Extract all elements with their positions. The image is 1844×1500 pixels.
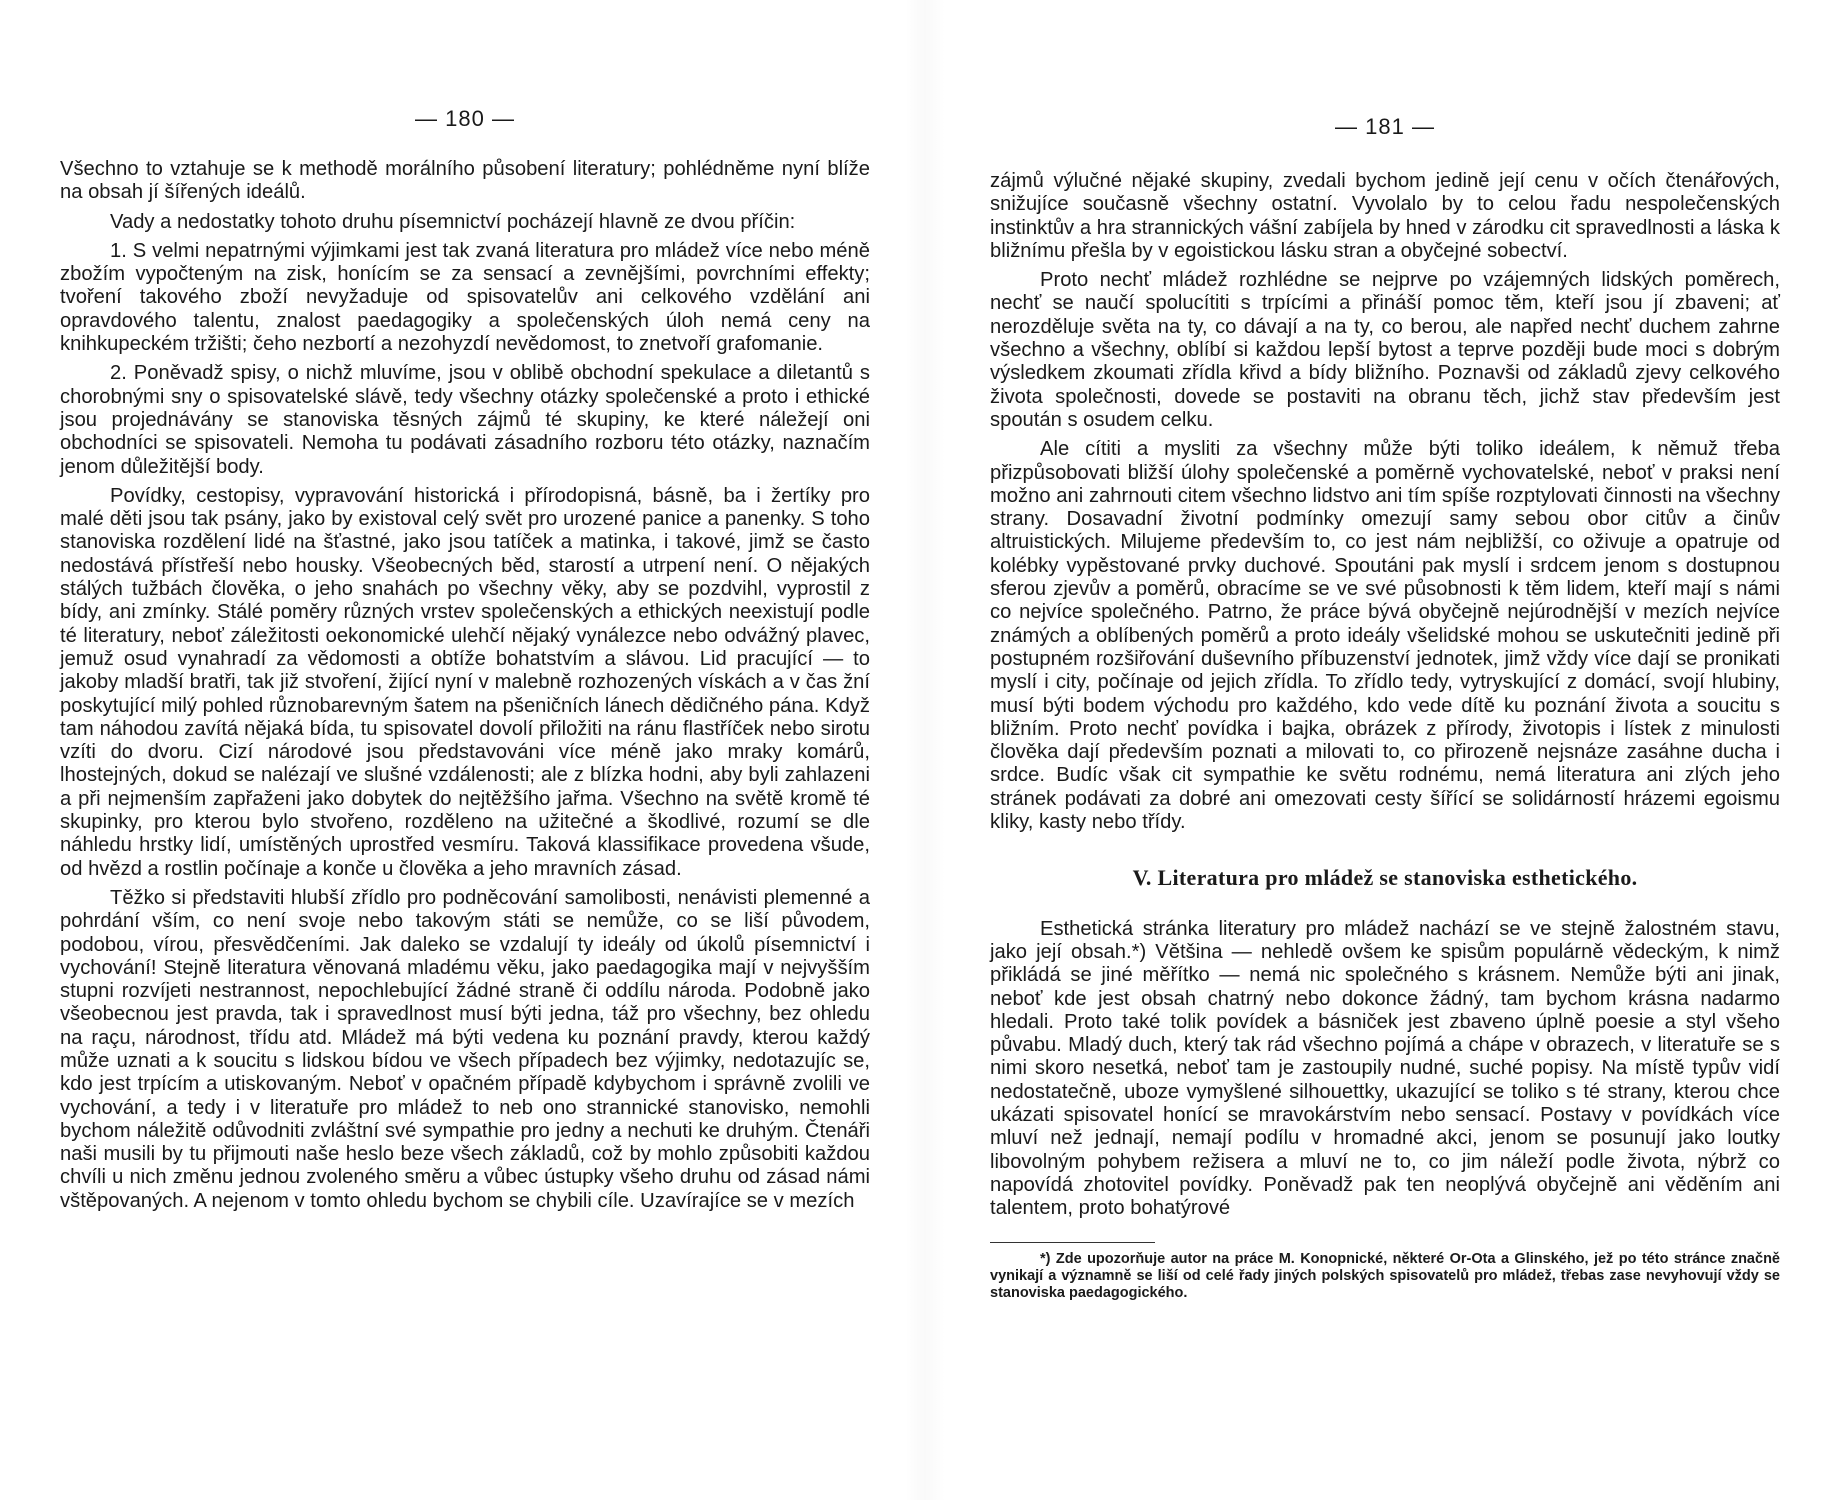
paragraph: Těžko si představiti hlubší zřídlo pro podněcování samolibosti, nenávisti plemenné a pohrdání vším, co není svoje nebo takovým státi se nemůže, co se liší původem, podobou, vírou, přesvědčeními. Jak daleko se vzdalují ty ideály od úkolů písemnictví i vychování! Stejně literatura věnovaná mladému věku, jako paedagogika mají v nejvyšším stupni rozvíjeti nestrannost, nepochlebující žádné straně či oddílu národa. Podobně jako všeobecnou jest pravda, tak i spravedlnost musí býti jedna, táž pro všechny, bez ohledu na raçu, národnost, třídu atd. Mládež má býti vedena ku poznání pravdy, kterou každý může uznati a k soucitu s lidskou bídou ve všech případech bez výjimky, nedotazujíc se, kdo jest trpícím a utiskovaným. Neboť v opačném případě kdybychom i správně zvolili ve vychování, a tedy i v literatuře pro mládež to neb ono strannické stanovisko, nemohli bychom náležitě odůvodniti zvláštní své sympathie pro jedny a nechuti ke druhým. Čtenáři naši musili by tu přijmouti naše heslo beze všech základů, což by mohlo způsobiti každou chvíli u nich změnu jednou zvoleného směru a vůbec ústupky všeho druhu od zásad námi vštěpovaných. A nejenom v tomto ohledu bychom se chybili cíle. Uzavírajíce se v mezích: [60, 886, 870, 1212]
paragraph: Ale cítiti a mysliti za všechny může býti toliko ideálem, k němuž třeba přizpůsobovati bližší úlohy společenské a poměrně vychovatelské, neboť v praksi není možno ani zahrnouti citem všechno lidstvo ani tím spíše rozptylovati činnosti na všechny strany. Dosavadní životní podmínky omezují samy sebou obor citův a činův altruistických. Milujeme především to, co jest nám nejbližší, co oživuje a opatruje od kolébky vypěstované prvky duchové. Spoutáni pak myslí i srdcem jenom s dostupnou sferou zjevův a poměrů, obracíme se ve své působnosti k těm lidem, kteří mají s námi co nejvíce společného. Patrno, že práce bývá obyčejně nejúrodnější v mezích nejvíce známých a oblíbených poměrů a proto ideály všelidské mohou se uskutečniti jedině při postupném rozšiřování duševního příbuzenství jednotek, jimž vždy více dají se pronikati myslí i city, počínaje od jejich zřídla. To zřídlo tedy, vytryskující z domácí, svojí hlubiny, musí býti bodem východu pro každého, kdo vede dítě ku poznání života a soucitu s bližním. Proto nechť povídka i bajka, obrázek z přírody, životopis i lístek z minulosti člověka dají především poznati a milovati to, co přirozeně nejsnáze zasáhne ducha i srdce. Budíc však cit sympathie ke světu rodnému, nemá literatura ani zlých jeho stránek podávati za dobré ani omezovati cesty šířící se solidárností hrázemi egoismu kliky, kasty nebo třídy.: [990, 438, 1780, 834]
left-page: [60, 0, 870, 1500]
page-number: — 180 —: [415, 106, 515, 131]
chapter-heading: V. Literatura pro mládež se stanoviska esthetického.: [1132, 865, 1638, 891]
list-item-paragraph: 2. Poněvadž spisy, o nichž mluvíme, jsou v oblibě obchodní spekulace a diletantů s chorobnými sny o spisovatelské slávě, tedy všechny otázky společenské a proto i ethické jsou projednávány se stanoviska těsných zájmů té skupiny, ke které náležejí oni obchodníci se spisovateli. Nemoha tu podávati zásadního rozboru této otázky, naznačím jenom důležitější body.: [60, 362, 870, 478]
paragraph: zájmů výlučné nějaké skupiny, zvedali bychom jedině její cenu v očích čtenářových, snižujíce současně všechny ostatní. Vyvolalo by to celou řadu nespolečenských instinktův a hra strannických vášní zabíjela by hned v zárodku cit spravedlnosti a láska k bližnímu přešla by v egoistickou lásku stran a obyčejné sobectví.: [990, 170, 1780, 262]
page-text: [990, 170, 1780, 1308]
paragraph: Povídky, cestopisy, vypravování historická i přírodopisná, básně, ba i žertíky pro malé děti jsou tak psány, jako by existoval celý svět pro urozené panice a panenky. S toho stanoviska rozdělení lidé na šťastné, jako jsou tatíček a matinka, i takové, jimž se často nedostává přístřeší nebo housky. Všeobecných běd, starostí a utrpení není. O nějakých stálých tužbách člověka, o jeho snahách po všechny věky, aby se pozdvihl, vyprostil z bídy, ani zmínky. Stálé poměry různých vrstev společenských a ethických neexistují podle té literatury, neboť záležitosti oekonomické ulehčí nějaký vynálezce nebo odvážný plavec, jemuž osud vynahradí za vědomosti a obtíže bohatstvím a slávou. Lid pracující — to jakoby mladší bratři, tak již stvoření, žijící nyní v malebně rozhozených vískách a v čas žní poskytující milý pohled různobarevným šatem na pšeničních lánech dědičného pána. Když tam náhodou zavítá nějaká bída, tu spisovatel dovolí přiložiti na ránu flastříček nebo sirotu vzíti do dvoru. Cizí národové jsou představováni více méně jako mraky komárů, lhostejných, dokud se nalézají ve slušné vzdálenosti; ale z blízka hodni, aby byli zahlazeni a při nejmenším zapřaženi jako dobytek do nejtěžšího jařma. Všechno na světě kromě té skupinky, pro kterou bylo stvořeno, rozděleno na užitečné a škodlivé, rozumí se dle náhledu hrstky lidí, umístěných uprostřed vesmíru. Taková klassifikace provedena všude, od hvězd a rostlin počínaje a konče u člověka a jeho mravních zásad.: [60, 484, 870, 880]
footnote-divider: [990, 1242, 1155, 1243]
footnote: *) Zde upozorňuje autor na práce M. Konopnické, některé Or-Ota a Glinského, jež po této stránce značně vynikají a významně se liší od celé řady jiných polských spisovatelů pro mládež, třebas zase nevyhovují vždy se stanoviska paedagogického.: [990, 1251, 1780, 1302]
page-text: [60, 158, 870, 1219]
right-page: [990, 0, 1780, 1500]
list-item-paragraph: 1. S velmi nepatrnými výjimkami jest tak zvaná literatura pro mládež více nebo méně zbožím vypočteným na zisk, honícím se za sensací a zevnějšími, povrchními effekty; tvoření takového zboží nevyžaduje od spisovatelův ani celkového vzdělání ani opravdového talentu, znalost paedagogiky a společenských úloh nemá ceny na knihkupeckém tržišti; čeho nezbortí a nezohyzdí nevědomost, to znetvoří grafomanie.: [60, 239, 870, 356]
paragraph: Esthetická stránka literatury pro mládež nachází se ve stejně žalostném stavu, jako její obsah.*) Většina — nehledě ovšem ke spisům populárně vědeckým, k nimž přikládá se jiné měřítko — nemá nic společného s krásnem. Nemůže býti ani jinak, neboť kde jest obsah chatrný nebo dokonce žádný, tam bychom krásna nadarmo hledali. Proto také tolik povídek a básniček jest zbaveno úplně poesie a styl všeho půvabu. Mladý duch, který tak rád všechno pojímá a chápe v obrazech, v literatuře se s nimi skoro nesetká, neboť tam je zastoupily nudné, suché popisy. Na místě typův vidí nedostatečně, uboze vymyšlené silhouettky, ukazující se toliko s té strany, kterou chce ukázati spisovatel honící se mravokárstvím nebo sensací. Postavy v povídkách více mluví než jednají, nemají podílu v hromadné akci, jenom se posunují jako loutky libovolným pohybem režisera a mluví ne to, co jim náleží podle života, nýbrž co napovídá zhotovitel povídky. Poněvadž pak ten neoplývá obyčejně ani věděním ani talentem, proto bohatýrové: [990, 917, 1780, 1220]
paragraph: Vady a nedostatky tohoto druhu písemnictví pocházejí hlavně ze dvou příčin:: [110, 210, 796, 233]
page-number: — 181 —: [1335, 114, 1435, 139]
paragraph: Proto nechť mládež rozhlédne se nejprve po vzájemných lidských poměrech, nechť se naučí spolucítiti s trpícími a přináší pomoc těm, kteří jsou jí zbaveni; ať nerozděluje světa na ty, co dávají a na ty, co berou, ale napřed nechť duchem zahrne všechno a všechny, oblíbí si každou lepší bytost a teprve později bude moci s dobrým výsledkem zkoumati zřídla křivd a bídy bližního. Poznavši od základů zjevy celkového života společnosti, dovede se postaviti na obranu těch, jichž stav především jest spoután s osudem celku.: [990, 269, 1780, 431]
paragraph: Všechno to vztahuje se k methodě morálního působení literatury; pohlédněme nyní blíže na obsah jí šířených ideálů.: [60, 158, 870, 204]
book-gutter: [905, 0, 945, 1500]
